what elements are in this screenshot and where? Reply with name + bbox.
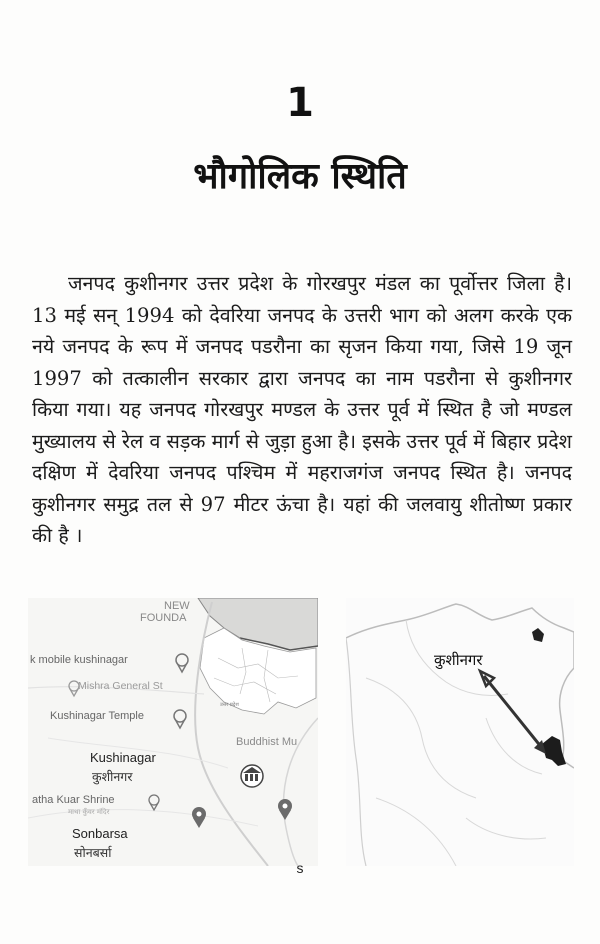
chapter-number: 1 bbox=[286, 80, 314, 126]
map-pin-icon-6 bbox=[278, 799, 292, 820]
map-pin-icon-1 bbox=[176, 654, 188, 672]
page-number: s bbox=[296, 860, 304, 876]
map-pin-icon-4 bbox=[149, 795, 159, 810]
map-label-founda: FOUNDA bbox=[140, 612, 187, 624]
chapter-title: भौगोलिक स्थिति bbox=[193, 156, 407, 197]
outline-map-image bbox=[346, 598, 574, 866]
body-paragraph bbox=[32, 268, 572, 552]
google-map-image bbox=[28, 598, 318, 866]
map-label-mishra: Mishra General St bbox=[78, 680, 163, 692]
map-label-buddhist-museum: Buddhist Mu bbox=[236, 736, 298, 748]
map-label-kushinagar-right: कुशीनगर bbox=[434, 651, 483, 669]
map-label-kushinagar-hi: कुशीनगर bbox=[92, 769, 133, 784]
map-label-shrine-sub: माथा कुँवर मंदिर bbox=[68, 808, 110, 816]
map-label-kushinagar-temple: Kushinagar Temple bbox=[50, 710, 144, 722]
map-label-new: NEW bbox=[164, 600, 190, 612]
body-paragraph-text: जनपद कुशीनगर उत्तर प्रदेश के गोरखपुर मंडल का पूर्वोत्तर जिला है। 13 मई सन् 1994 को देवरिया जनपद के उत्तरी भाग को अलग करके एक नये जनपद के रूप में जनपद पडरौना का सृजन किया गया, जिसे 19 जून 1997 को तत्कालीन सरकार द्वारा जनपद का नाम पडरौना से कुशीनगर किया गया। यह जनपद गोरखपुर मण्डल के उत्तर पूर्व में स्थित है जो मण्डल मुख्यालय से रेल व सड़क मार्ग से जुड़ा हुआ है। इसके उत्तर पूर्व में बिहार प्रदेश दक्षिण में देवरिया जनपद पश्चिम में महराजगंज जनपद स्थित है। जनपद कुशीनगर समुद्र तल से 97 मीटर ऊंचा है। यहां की जलवायु शीतोष्ण प्रकार की है । bbox=[32, 272, 572, 547]
map-label-kushinagar-en: Kushinagar bbox=[90, 750, 156, 765]
map-label-mobile-kushinagar: k mobile kushinagar bbox=[30, 654, 128, 666]
map-pin-icon-5 bbox=[192, 807, 206, 828]
map-label-sonbarsa-hi: सोनबर्सा bbox=[74, 845, 112, 860]
arrow-icon bbox=[480, 671, 546, 754]
map-pin-icon-3 bbox=[174, 710, 186, 728]
map-label-mini-state: उत्तर प्रदेश bbox=[220, 702, 239, 708]
map-right-outline bbox=[346, 598, 574, 866]
map-label-shrine: atha Kuar Shrine bbox=[32, 794, 115, 806]
museum-icon bbox=[241, 765, 263, 787]
map-label-sonbarsa-en: Sonbarsa bbox=[72, 826, 128, 841]
kushinagar-district-marker bbox=[542, 736, 566, 766]
